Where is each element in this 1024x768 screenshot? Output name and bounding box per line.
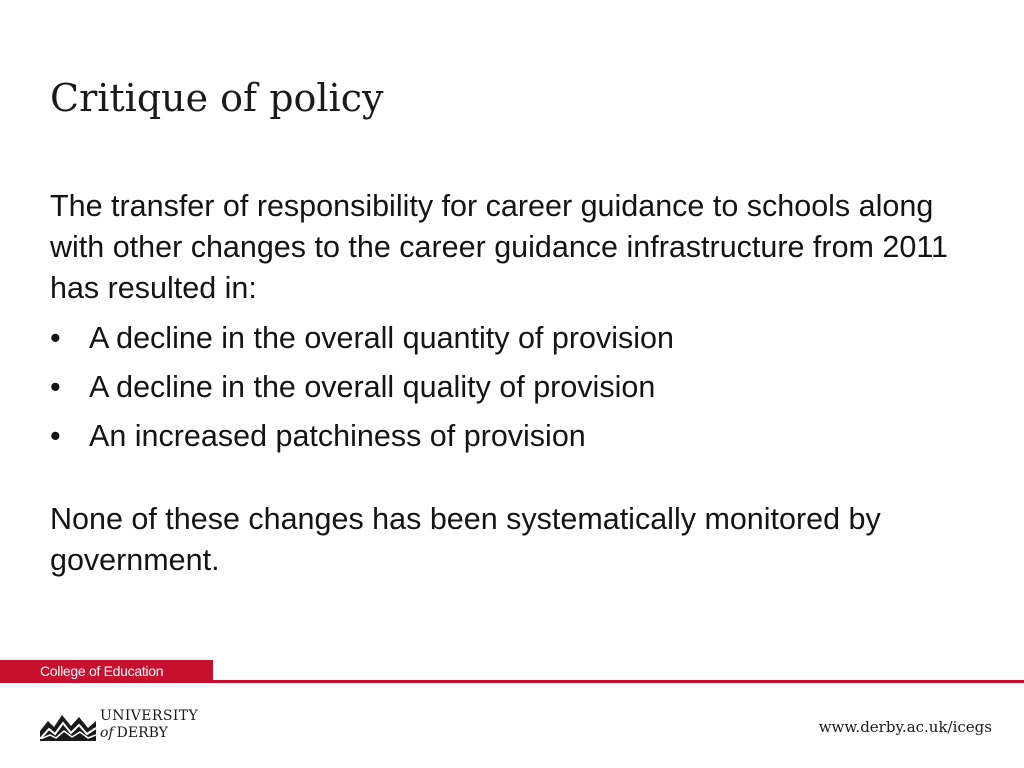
university-mountain-icon xyxy=(40,709,96,741)
bullet-item xyxy=(50,416,970,465)
bullet-text: A decline in the overall quantity of provision xyxy=(89,321,674,355)
intro-paragraph: The transfer of responsibility for career guidance to schools along with other changes to the career guidance infrastructure from 2011 has resulted in: xyxy=(50,189,948,305)
bullet-dot-icon: • xyxy=(50,419,61,453)
college-label-tab: College of Education xyxy=(0,660,213,683)
bullet-item xyxy=(50,367,970,416)
logo-derby-line xyxy=(100,725,168,741)
footer-url: www.derby.ac.uk/icegs xyxy=(818,718,992,736)
footer-divider xyxy=(213,680,1024,683)
slide-title: Critique of policy xyxy=(50,76,384,120)
bullet-item xyxy=(50,318,970,367)
slide-body xyxy=(50,186,970,581)
logo-university-text: UNIVERSITY xyxy=(100,708,199,724)
bullet-dot-icon: • xyxy=(50,321,61,355)
closing-paragraph: None of these changes has been systematically monitored by government. xyxy=(50,502,881,577)
bullet-text: An increased patchiness of provision xyxy=(89,419,586,453)
bullet-list xyxy=(50,318,970,465)
logo-derby-text: DERBY xyxy=(116,725,168,741)
university-logo xyxy=(40,708,220,744)
bullet-text: A decline in the overall quality of provision xyxy=(89,370,656,404)
bullet-dot-icon: • xyxy=(50,370,61,404)
logo-of-text: of xyxy=(100,725,114,741)
